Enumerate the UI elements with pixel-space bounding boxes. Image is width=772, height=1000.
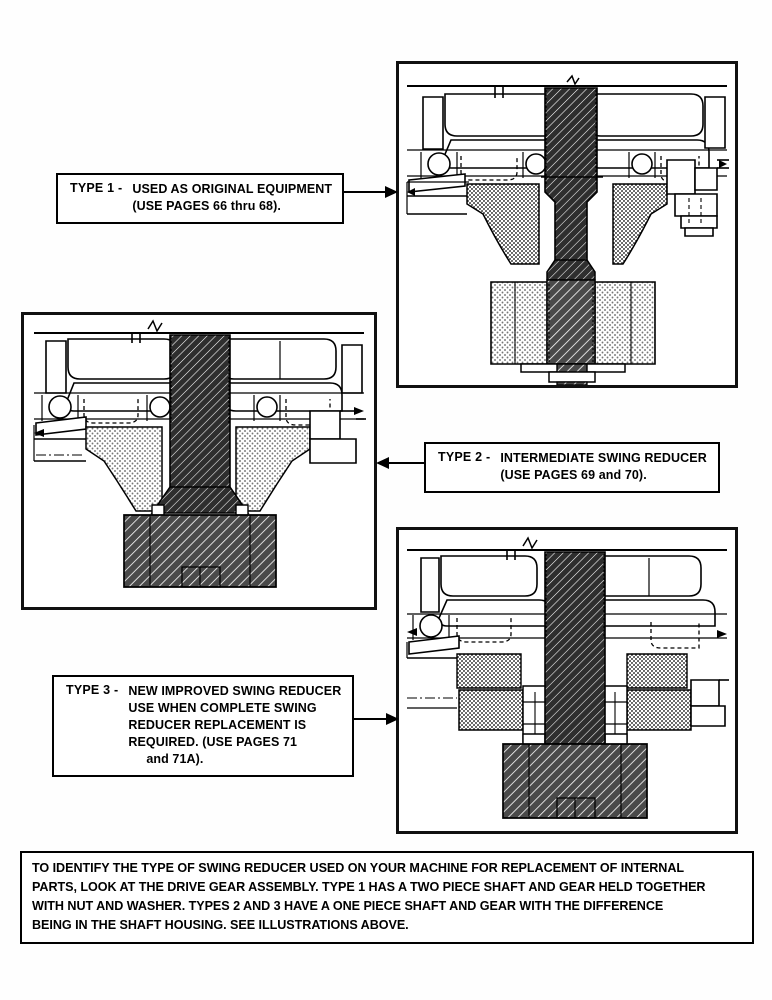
note-line-2: PARTS, LOOK AT THE DRIVE GEAR ASSEMBLY. TYPE 1 HAS A TWO PIECE SHAFT AND GEAR HELD TOGETHER (32, 880, 706, 894)
callout-type3-line-2: USE WHEN COMPLETE SWING (128, 701, 317, 715)
callout-type2-line-2: (USE PAGES 69 and 70). (500, 468, 647, 482)
arrow-shaft (354, 718, 388, 720)
callout-type3-line-5: and 71A). (146, 752, 204, 766)
note-line-3: WITH NUT AND WASHER. TYPES 2 AND 3 HAVE A ONE PIECE SHAFT AND GEAR WITH THE DIFFERENCE (32, 899, 664, 913)
callout-type3 (52, 675, 354, 777)
type2-cross-section-drawing (24, 315, 374, 607)
note-line-4: BEING IN THE SHAFT HOUSING. SEE ILLUSTRATIONS ABOVE. (32, 918, 409, 932)
callout-type1-body (132, 181, 332, 215)
type1-cross-section-drawing (399, 64, 735, 385)
callout-type3-row (66, 683, 342, 768)
arrow-shaft (387, 462, 426, 464)
callout-type1-row (70, 181, 332, 215)
callout-type3-line-1: NEW IMPROVED SWING REDUCER (128, 684, 342, 698)
type3-cross-section-drawing (399, 530, 735, 831)
arrow-left-icon-type2 (376, 457, 426, 469)
callout-type1 (56, 173, 344, 224)
arrow-shaft (344, 191, 387, 193)
arrow-head (376, 457, 389, 469)
identification-note (20, 851, 754, 944)
callout-type3-tag: TYPE 3 - (66, 683, 119, 697)
callout-type2-tag: TYPE 2 - (438, 450, 491, 464)
figure-type1 (396, 61, 738, 388)
callout-type1-line-2: (USE PAGES 66 thru 68). (132, 199, 281, 213)
arrow-head (385, 186, 398, 198)
arrow-right-icon-type1 (344, 186, 398, 198)
callout-type1-tag: TYPE 1 - (70, 181, 123, 195)
note-line-1: TO IDENTIFY THE TYPE OF SWING REDUCER USED ON YOUR MACHINE FOR REPLACEMENT OF INTERNAL (32, 861, 685, 875)
callout-type3-line-3: REDUCER REPLACEMENT IS (128, 718, 307, 732)
arrow-right-icon-type3 (354, 713, 399, 725)
callout-type2 (424, 442, 720, 493)
callout-type1-line-1: USED AS ORIGINAL EQUIPMENT (132, 182, 333, 196)
callout-type3-body (128, 683, 341, 768)
callout-type2-line-1: INTERMEDIATE SWING REDUCER (500, 451, 707, 465)
figure-type3 (396, 527, 738, 834)
callout-type3-line-4: REQUIRED. (USE PAGES 71 (128, 735, 298, 749)
figure-type2 (21, 312, 377, 610)
arrow-head (386, 713, 399, 725)
callout-type2-row (438, 450, 708, 484)
callout-type2-body (500, 450, 707, 484)
